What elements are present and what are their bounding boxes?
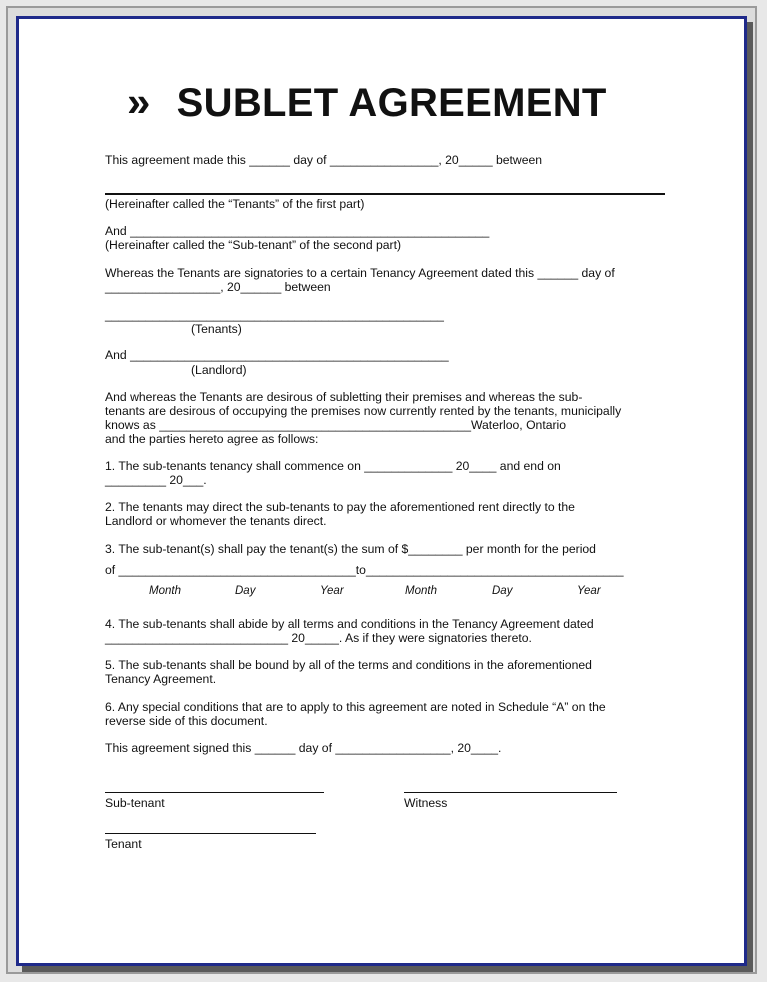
landlord-label: (Landlord) (191, 363, 247, 377)
first-party-label: (Hereinafter called the “Tenants” of the first part) (105, 197, 365, 211)
desirous-line-1: And whereas the Tenants are desirous of subletting their premises and whereas the sub- (105, 390, 583, 404)
signed-line: This agreement signed this ______ day of _________________, 20____. (105, 741, 502, 755)
desirous-line-4: and the parties hereto agree as follows: (105, 432, 319, 446)
period-month-to: Month (405, 585, 437, 597)
desirous-line-3: knows as ______________________________________________Waterloo, Ontario (105, 418, 567, 432)
period-month-from: Month (149, 585, 181, 597)
clause-3-line-1: 3. The sub-tenant(s) shall pay the tenant(s) the sum of $________ per month for the period (105, 542, 596, 556)
clause-6-line-1: 6. Any special conditions that are to apply to this agreement are noted in Schedule “A” on the (105, 700, 606, 714)
whereas-line-2: _________________, 20______ between (105, 280, 331, 294)
clause-2-line-2: Landlord or whomever the tenants direct. (105, 514, 327, 528)
and-landlord-line: And _______________________________________________ (105, 348, 449, 362)
title-text: SUBLET AGREEMENT (176, 81, 607, 125)
clause-5-line-2: Tenancy Agreement. (105, 672, 217, 686)
clause-1-line-2: _________ 20___. (105, 473, 207, 487)
subtenant-label: Sub-tenant (105, 796, 165, 810)
period-year-from: Year (320, 585, 344, 597)
and-subtenant-line: And _____________________________________________________ (105, 224, 490, 238)
clause-1-line-1: 1. The sub-tenants tenancy shall commence on _____________ 20____ and end on (105, 459, 561, 473)
second-party-label: (Hereinafter called the “Sub-tenant” of the second part) (105, 238, 402, 252)
clause-5-line-1: 5. The sub-tenants shall be bound by all of the terms and conditions in the aforementioned (105, 658, 592, 672)
whereas-line-1: Whereas the Tenants are signatories to a certain Tenancy Agreement dated this ______ day of (105, 266, 615, 280)
clause-4-line-2: ___________________________ 20_____. As if they were signatories thereto. (105, 631, 532, 645)
document-body (19, 19, 744, 963)
first-party-line (105, 193, 665, 195)
witness-signature-line (404, 792, 617, 793)
document-title (127, 79, 607, 126)
witness-label: Witness (404, 796, 448, 810)
tenants-signature-line: __________________________________________________ (105, 308, 444, 322)
period-day-to: Day (492, 585, 513, 597)
tenant-label: Tenant (105, 837, 142, 851)
clause-3-line-2: of ___________________________________to______________________________________ (105, 563, 624, 577)
tenants-label: (Tenants) (191, 322, 242, 336)
clause-6-line-2: reverse side of this document. (105, 714, 268, 728)
clause-4-line-1: 4. The sub-tenants shall abide by all terms and conditions in the Tenancy Agreement dated (105, 617, 594, 631)
double-chevron-icon: » (127, 78, 151, 125)
intro-line: This agreement made this ______ day of ________________, 20_____ between (105, 153, 543, 167)
subtenant-signature-line (105, 792, 324, 793)
period-year-to: Year (577, 585, 601, 597)
period-day-from: Day (235, 585, 256, 597)
clause-2-line-1: 2. The tenants may direct the sub-tenants to pay the aforementioned rent directly to the (105, 500, 575, 514)
tenant-signature-line (105, 833, 316, 834)
desirous-line-2: tenants are desirous of occupying the premises now currently rented by the tenants, municipally (105, 404, 622, 418)
document-page (16, 16, 747, 966)
